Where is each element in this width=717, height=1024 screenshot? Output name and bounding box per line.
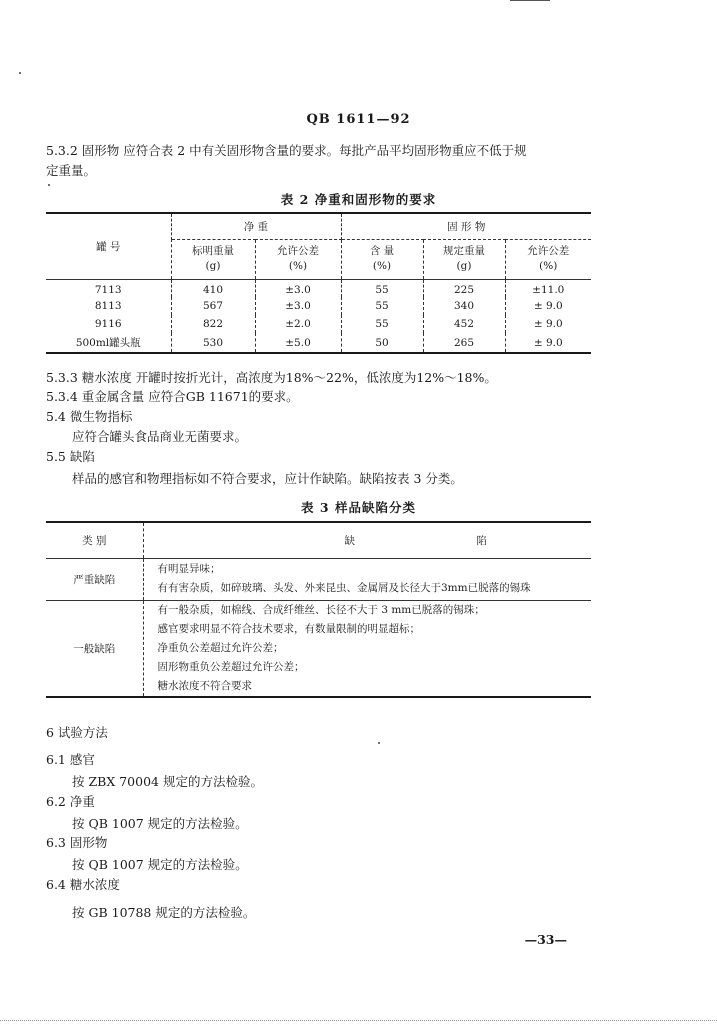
- clause-6-4-body: 按 GB 10788 规定的方法检验。: [72, 905, 256, 920]
- table2-cell-net: 822: [171, 315, 255, 333]
- table-row: [46, 297, 591, 315]
- table2-cell-spec: 265: [423, 333, 505, 353]
- clause-6-1-body: 按 ZBX 70004 规定的方法检验。: [72, 774, 263, 789]
- table3-serious-items: [143, 558, 591, 600]
- list-item: 固形物重负公差超过允许公差；: [157, 660, 305, 673]
- table3-general-items: [143, 600, 591, 697]
- table2-content-text: 含 量: [369, 245, 395, 257]
- table3-header-defect-1: 缺: [143, 522, 359, 558]
- table2-netweight-solids: [46, 212, 591, 354]
- table2-cell-tol: ±5.0: [255, 333, 341, 353]
- table2-cell-content: 55: [341, 279, 423, 297]
- section-6-title: 6 试验方法: [46, 725, 108, 740]
- table2-header-solids: 固 形 物: [341, 213, 591, 239]
- table2-cell-can: 8113: [46, 297, 171, 315]
- clause-5-3-4: 5.3.4 重金属含量 应符合GB 11671的要求。: [46, 389, 299, 404]
- clause-5-4-body: 应符合罐头食品商业无菌要求。: [72, 429, 248, 444]
- table2-net-tolerance-unit: (%): [288, 260, 308, 272]
- table-row: [46, 315, 591, 333]
- table2-cell-stol: ± 9.0: [533, 318, 563, 330]
- table2-header-net-tolerance: [255, 239, 341, 279]
- list-item: 糖水浓度不符合要求: [157, 679, 252, 692]
- table-row: [46, 333, 591, 353]
- table2-label-weight-text: 标明重量: [192, 245, 234, 257]
- clause-6-1-title: 6.1 感官: [46, 752, 95, 767]
- clause-5-3-3: 5.3.3 糖水浓度 开罐时按折光计，高浓度为18%～22%，低浓度为12%～18%。: [46, 370, 497, 385]
- scan-speck: [19, 72, 21, 74]
- scan-speck: [48, 184, 50, 186]
- table2-cell-spec: 340: [423, 297, 505, 315]
- table2-header-spec-weight: [423, 239, 505, 279]
- clause-5-5-body: 样品的感官和物理指标如不符合要求，应计作缺陷。缺陷按表 3 分类。: [72, 471, 463, 486]
- table2-header-content: [341, 239, 423, 279]
- table3-header-defect-2: 陷: [359, 522, 591, 558]
- table2-cell-tol: ±2.0: [255, 315, 341, 333]
- scan-speck: [378, 742, 380, 744]
- table-row: [46, 600, 591, 697]
- list-item: 净重负公差超过允许公差；: [157, 641, 284, 654]
- scan-bottom-edge: [0, 1020, 717, 1022]
- table2-spec-weight-text: 规定重量: [443, 245, 485, 257]
- table2-content-unit: (%): [372, 260, 392, 272]
- table-row: [46, 279, 591, 297]
- table2-cell-net: 410: [171, 279, 255, 297]
- table2-solids-tolerance-unit: (%): [539, 260, 558, 272]
- clause-5-4-title: 5.4 微生物指标: [46, 409, 133, 424]
- table2-cell-stol: ± 9.0: [505, 333, 591, 353]
- page-header-standard-number: QB 1611—92: [306, 112, 411, 127]
- clause-5-3-2-line1: 5.3.2 固形物 应符合表 2 中有关固形物含量的要求。每批产品平均固形物重应不低于规: [46, 143, 527, 158]
- table-row: [46, 558, 591, 600]
- clause-5-3-2-line2: 定重量。: [46, 163, 97, 178]
- table2-cell-tol: ±3.0: [255, 279, 341, 297]
- list-item: 有一般杂质，如棉线、合成纤维丝、长径不大于 3 mm已脱落的锡珠；: [157, 603, 485, 616]
- table2-cell-can: 7113: [46, 279, 171, 297]
- table3-serious-label: 严重缺陷: [46, 558, 143, 600]
- table2-cell-content: 50: [341, 333, 423, 353]
- table3-defect-classification: [46, 521, 591, 698]
- table2-label-weight-unit: (g): [205, 260, 221, 272]
- list-item: 有有害杂质，如碎玻璃、头发、外来昆虫、金属屑及长径大于3mm已脱落的锡珠: [157, 582, 531, 594]
- table2-cell-content: 55: [341, 315, 423, 333]
- clause-6-4-title: 6.4 糖水浓度: [46, 877, 120, 892]
- table2-cell-can: 9116: [46, 315, 171, 333]
- table2-cell-spec: 225: [423, 279, 505, 297]
- table2-header-label-weight: [171, 239, 255, 279]
- table2-spec-weight-unit: (g): [456, 260, 472, 272]
- table2-solids-tolerance-text: 允许公差: [527, 245, 570, 257]
- table2-net-tolerance-text: 允许公差: [277, 245, 319, 257]
- table2-cell-content: 55: [341, 297, 423, 315]
- clause-6-2-title: 6.2 净重: [46, 794, 95, 809]
- table2-header-net-weight: 净 重: [171, 213, 341, 239]
- scan-edge-mark: [510, 0, 550, 1]
- table2-caption: 表 2 净重和固形物的要求: [280, 192, 437, 207]
- clause-6-3-body: 按 QB 1007 规定的方法检验。: [72, 857, 248, 872]
- table2-cell-spec: 452: [423, 315, 505, 333]
- table3-header-category: 类 别: [46, 522, 143, 558]
- table3-general-label: 一般缺陷: [46, 600, 143, 697]
- table2-header-can-number: 罐 号: [46, 213, 171, 279]
- table2-cell-net: 567: [171, 297, 255, 315]
- table2-cell-stol: ±11.0: [532, 284, 565, 297]
- table2-cell-can: 500ml罐头瓶: [46, 333, 171, 353]
- clause-5-5-title: 5.5 缺陷: [46, 449, 95, 464]
- clause-6-2-body: 按 QB 1007 规定的方法检验。: [72, 816, 248, 831]
- table2-cell-tol: ±3.0: [255, 297, 341, 315]
- list-item: 感官要求明显不符合技术要求，有数量限制的明显超标；: [157, 622, 420, 635]
- table2-cell-net: 530: [171, 333, 255, 353]
- table3-caption: 表 3 样品缺陷分类: [301, 500, 416, 515]
- table2-header-solids-tolerance: [505, 239, 591, 279]
- clause-6-3-title: 6.3 固形物: [46, 835, 108, 850]
- table2-cell-stol: ± 9.0: [533, 300, 563, 312]
- list-item: 有明显异味；: [157, 563, 221, 575]
- page-number: —33—: [524, 932, 567, 947]
